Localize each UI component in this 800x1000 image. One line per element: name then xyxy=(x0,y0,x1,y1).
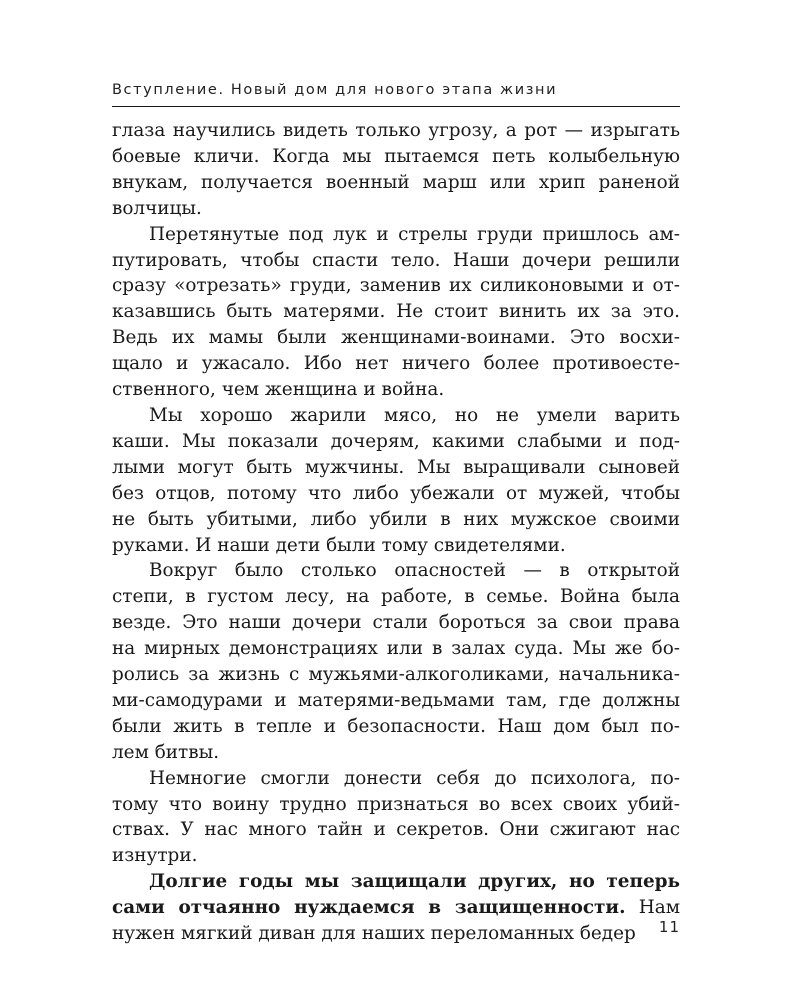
text-line: щало и ужасало. Ибо нет ничего более противоесте- xyxy=(112,353,680,375)
text-line: лем битвы. xyxy=(112,741,220,763)
text-line: тому что воину трудно признаться во всех своих убий- xyxy=(112,793,680,815)
text-line: боевые кличи. Когда мы пытаемся петь колыбельную xyxy=(112,145,680,167)
text-line: Мы хорошо жарили мясо, но не умели варить xyxy=(149,404,680,426)
text-line: Перетянутые под лук и стрелы груди пришлось ам- xyxy=(149,223,680,245)
paragraph xyxy=(112,118,680,222)
text-line: ролись за жизнь с мужьями-алкоголиками, начальника- xyxy=(112,664,680,686)
text-line: путировать, чтобы спасти тело. Наши дочери решили xyxy=(112,249,680,271)
paragraph xyxy=(112,222,680,403)
text-line: волчицы. xyxy=(112,197,202,219)
regular-text: Нам xyxy=(625,897,681,919)
text-line xyxy=(112,869,680,895)
text-line: были жить в тепле и безопасности. Наш дом был по- xyxy=(112,715,680,737)
paragraph xyxy=(112,403,680,558)
text-line: лыми могут быть мужчины. Мы выращивали сыновей xyxy=(112,456,680,478)
running-header: Вступление. Новый дом для нового этапа жизни xyxy=(112,82,558,98)
text-line: ми-самодурами и матерями-ведьмами там, где должны xyxy=(112,689,680,711)
text-line: глаза научились видеть только угрозу, а рот — изрыгать xyxy=(112,120,680,141)
body-text xyxy=(112,118,680,947)
text-line: сразу «отрезать» груди, заменив их силиконовыми и от- xyxy=(112,275,680,297)
text-line: изнутри. xyxy=(112,845,198,867)
paragraph xyxy=(112,558,680,765)
text-line: Ведь их мамы были женщинами-воинами. Это восхи- xyxy=(112,327,680,349)
page-number: 11 xyxy=(658,918,680,936)
paragraph-container xyxy=(112,118,680,869)
text-line: Вокруг было столько опасностей — в открытой xyxy=(149,560,680,582)
text-line: на мирных демонстрациях или в залах суда. Мы же бо- xyxy=(112,638,680,660)
text-line: ственного, чем женщина и война. xyxy=(112,379,445,401)
bold-text: Долгие годы мы защищали других, но теперь xyxy=(149,871,680,893)
text-line: не быть убитыми, либо убили в них мужское своими xyxy=(112,508,680,530)
text-line: руками. И наши дети были тому свидетелями. xyxy=(112,534,566,556)
bold-text: сами отчаянно нуждаемся в защищенности. xyxy=(112,897,626,919)
text-line: казавшись быть матерями. Не стоит винить их за это. xyxy=(112,301,680,323)
text-line: нужен мягкий диван для наших переломанных бедер xyxy=(112,923,636,945)
text-line: без отцов, потому что либо убежали от мужей, чтобы xyxy=(112,482,680,504)
text-line: каши. Мы показали дочерям, какими слабыми и под- xyxy=(112,430,680,452)
paragraph xyxy=(112,766,680,870)
text-line: внукам, получается военный марш или хрип раненой xyxy=(112,171,680,193)
text-line: степи, в густом лесу, на работе, в семье. Война была xyxy=(112,586,680,608)
text-line xyxy=(112,895,680,921)
paragraph-final xyxy=(112,869,680,947)
text-line: Немногие смогли донести себя до психолога, по- xyxy=(149,767,680,789)
header-rule xyxy=(112,106,680,107)
text-line: везде. Это наши дочери стали бороться за свои права xyxy=(112,612,680,634)
text-line: ствах. У нас много тайн и секретов. Они сжигают нас xyxy=(112,819,680,841)
